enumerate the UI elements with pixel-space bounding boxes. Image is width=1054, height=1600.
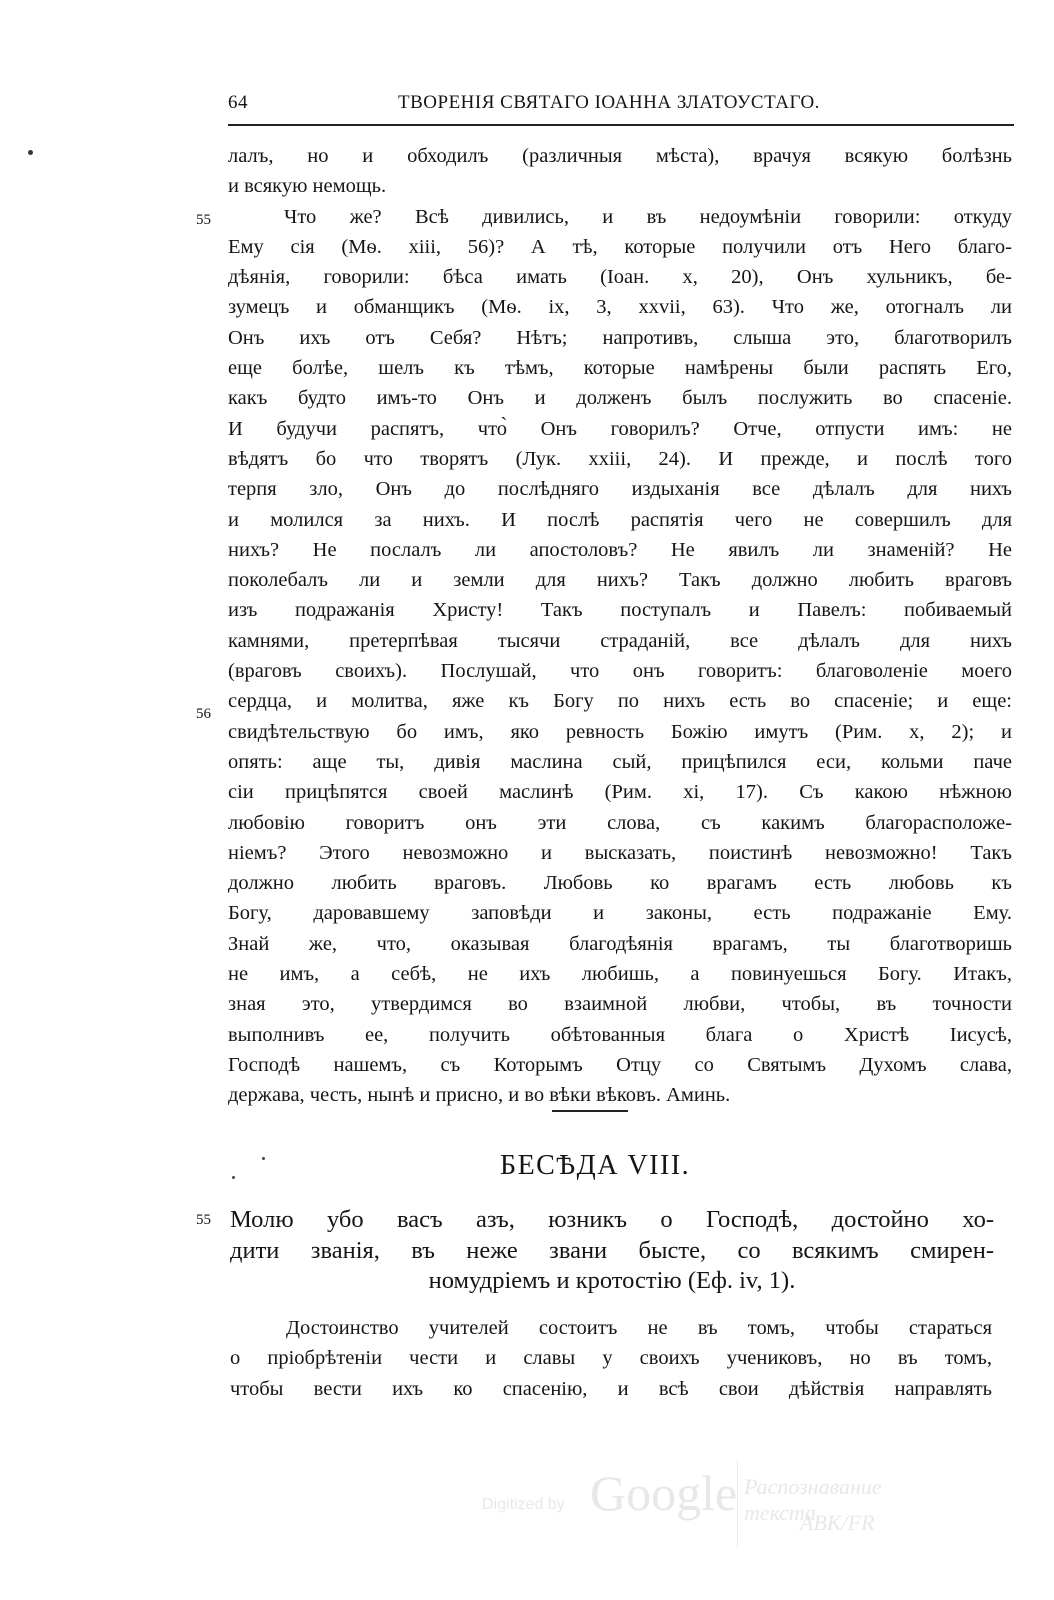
text-line: чтобы вести ихъ ко спасенію, и всѣ свои дѣйствія направлять bbox=[230, 1377, 992, 1400]
watermark-brand: Google bbox=[590, 1465, 738, 1521]
epigraph-line: номудріемъ и кротостію (Еф. iv, 1). bbox=[428, 1267, 796, 1294]
text-line: не имъ, а себѣ, не ихъ любишь, а повинуешься Богу. Итакъ, bbox=[228, 963, 1012, 986]
text-line: зумецъ и обманщикъ (Мѳ. ix, 3, xxvii, 63). Что же, отогналъ ли bbox=[228, 296, 1012, 319]
text-line: вѣдятъ бо что творятъ (Лук. xxiii, 24). И прежде, и послѣ того bbox=[228, 447, 1012, 470]
text-line: изъ подражанія Христу! Такъ поступалъ и Павелъ: побиваемый bbox=[228, 599, 1012, 622]
text-line: терпя зло, Онъ до послѣдняго издыханія все дѣлалъ для нихъ bbox=[228, 478, 1012, 501]
ink-speck bbox=[28, 150, 33, 155]
text-line: Господѣ нашемъ, съ Которымъ Отцу со Святымъ Духомъ слава, bbox=[228, 1053, 1012, 1076]
main-text bbox=[228, 141, 1012, 1111]
ink-speck bbox=[232, 1176, 235, 1179]
header-rule bbox=[228, 124, 1014, 126]
text-line: о пріобрѣтеніи чести и славы у своихъ учениковъ, но въ томъ, bbox=[230, 1347, 992, 1370]
text-line: сердца, и молитва, яже къ Богу по нихъ есть во спасеніе; и еще: bbox=[228, 690, 1012, 713]
scan-watermark bbox=[482, 1460, 942, 1550]
margin-number: 55 bbox=[196, 212, 211, 228]
text-line: камнями, претерпѣвая тысячи страданій, все дѣлалъ для нихъ bbox=[228, 629, 1012, 652]
watermark-digitized: Digitized by bbox=[482, 1496, 565, 1513]
ink-speck bbox=[262, 1157, 265, 1160]
section-separator bbox=[552, 1110, 628, 1112]
text-line: Достоинство учителей состоитъ не въ томъ, чтобы стараться bbox=[286, 1317, 992, 1339]
text-line: Что же? Всѣ дивились, и въ недоумѣніи говорили: откуду bbox=[284, 205, 1012, 228]
text-line: ніемъ? Этого невозможно и высказать, поистинѣ невозможно! Такъ bbox=[228, 841, 1012, 864]
text-line: свидѣтельствую бо имъ, яко ревность Божію имутъ (Рим. x, 2); и bbox=[228, 720, 1012, 743]
text-line: и молился за нихъ. И послѣ распятія чего не совершилъ для bbox=[228, 508, 1012, 531]
margin-number: 55 bbox=[196, 1212, 211, 1228]
text-line: опять: аще ты, дивія маслина сый, прицѣпился еси, кольми паче bbox=[228, 750, 1012, 773]
text-line: лалъ, но и обходилъ (различныя мѣста), врачуя всякую болѣзнь bbox=[228, 145, 1012, 167]
running-header bbox=[228, 92, 1016, 120]
text-line: и всякую немощь. bbox=[228, 175, 387, 198]
running-title: ТВОРЕНІЯ СВЯТАГО ІОАННА ЗЛАТОУСТАГО. bbox=[398, 92, 820, 113]
epigraph-line: Молю убо васъ азъ, юзникъ о Господѣ, достойно хо- bbox=[230, 1206, 994, 1233]
margin-number: 56 bbox=[196, 706, 211, 722]
text-line: сіи прицѣпятся своей маслинѣ (Рим. xi, 17). Съ какою нѣжною bbox=[228, 781, 1012, 804]
epigraph-line: дити званія, въ неже звани бысте, со всякимъ смирен- bbox=[230, 1236, 994, 1264]
text-line: еще болѣе, шелъ къ тѣмъ, которые намѣрены были распять Его, bbox=[228, 357, 1012, 380]
text-line: (враговъ своихъ). Послушай, что онъ говоритъ: благоволеніе моего bbox=[228, 660, 1012, 683]
sermon-title: БЕСѢДА VIII. bbox=[500, 1150, 691, 1181]
sermon-opening bbox=[230, 1313, 992, 1404]
epigraph bbox=[230, 1205, 994, 1297]
text-line: Онъ ихъ отъ Себя? Нѣтъ; напротивъ, слыша это, благотворилъ bbox=[228, 326, 1012, 349]
text-line: выполнивъ ее, получить обѣтованныя блага о Христѣ Іисусѣ, bbox=[228, 1023, 1012, 1046]
watermark-credit: ABK/FR bbox=[800, 1510, 875, 1535]
watermark-divider bbox=[737, 1460, 738, 1548]
text-line: дѣянія, говорили: бѣса имать (Іоан. x, 20), Онъ хульникъ, бе- bbox=[228, 266, 1012, 289]
text-line: держава, честь, нынѣ и присно, и во вѣки вѣковъ. Аминь. bbox=[228, 1084, 731, 1107]
text-line: любовію говоритъ онъ эти слова, съ какимъ благорасположе- bbox=[228, 811, 1012, 834]
watermark-recognition: Распознавание текста bbox=[744, 1474, 882, 1525]
text-line: поколебалъ ли и земли для нихъ? Такъ должно любить враговъ bbox=[228, 569, 1012, 592]
text-line: нихъ? Не послалъ ли апостоловъ? Не явилъ ли знаменій? Не bbox=[228, 538, 1012, 561]
text-line: Богу, даровавшему заповѣди и законы, есть подражаніе Ему. bbox=[228, 902, 1012, 925]
text-line: Ему сія (Мѳ. xiii, 56)? А тѣ, которые получили отъ Него благо- bbox=[228, 235, 1012, 258]
text-line: И будучи распятъ, что̀ Онъ говорилъ? Отче, отпусти имъ: не bbox=[228, 417, 1012, 440]
text-line: Знай же, что, оказывая благодѣянія врагамъ, ты благотворишь bbox=[228, 932, 1012, 955]
text-line: зная это, утвердимся во взаимной любви, чтобы, въ точности bbox=[228, 993, 1012, 1016]
text-line: должно любить враговъ. Любовь ко врагамъ есть любовь къ bbox=[228, 872, 1012, 895]
text-line: какъ будто имъ-то Онъ и долженъ былъ послужить во спасеніе. bbox=[228, 387, 1012, 410]
page-number: 64 bbox=[228, 92, 248, 113]
